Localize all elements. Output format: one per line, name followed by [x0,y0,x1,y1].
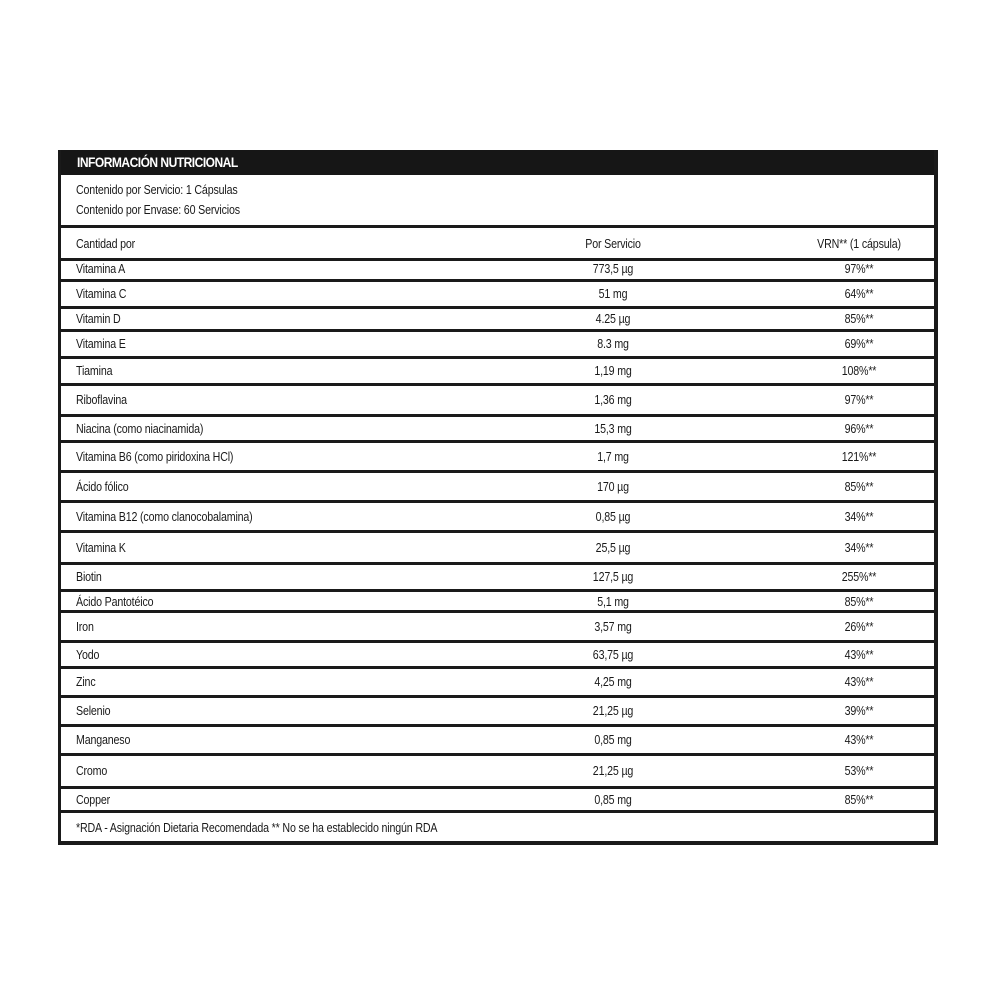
column-header-row [61,228,934,261]
nutrient-name: Copper [76,792,110,807]
nutrient-amount: 21,25 µg [592,703,634,718]
nutrient-amount: 0,85 µg [595,509,631,524]
nutrient-row [61,503,934,533]
nutrient-vrn: 64%** [844,286,874,301]
nutrient-row [61,473,934,503]
nutrient-row [61,727,934,756]
nutrient-vrn: 34%** [844,509,874,524]
servings-per-container: Contenido por Envase: 60 Servicios [76,202,240,217]
nutrient-vrn: 255%** [841,569,877,584]
nutrient-row [61,669,934,698]
nutrient-vrn: 121%** [841,449,877,464]
nutrient-row [61,756,934,789]
nutrient-vrn: 85%** [844,479,874,494]
nutrient-row [61,698,934,727]
nutrient-vrn: 85%** [844,594,874,609]
nutrient-row [61,533,934,565]
nutrient-row [61,386,934,417]
nutrient-row [61,309,934,332]
nutrient-vrn: 85%** [844,311,874,326]
nutrient-row [61,443,934,473]
nutrient-amount: 4.25 µg [595,311,631,326]
nutrient-vrn: 43%** [844,647,874,662]
nutrient-row [61,565,934,592]
nutrient-name: Vitamina E [76,336,126,351]
nutrient-name: Riboflavina [76,392,127,407]
serving-size: Contenido por Servicio: 1 Cápsulas [76,182,238,197]
nutrient-vrn: 53%** [844,763,874,778]
nutrient-amount: 127,5 µg [592,569,634,584]
nutrient-amount: 4,25 mg [594,674,632,689]
nutrient-vrn: 43%** [844,674,874,689]
nutrient-amount: 1,19 mg [594,363,632,378]
nutrient-name: Ácido fólico [76,479,129,494]
nutrient-amount: 25,5 µg [595,540,631,555]
nutrient-row [61,613,934,643]
nutrient-vrn: 39%** [844,703,874,718]
nutrient-name: Cromo [76,763,108,778]
nutrient-amount: 15,3 mg [594,421,632,436]
nutrient-amount: 1,7 mg [597,449,629,464]
column-header-vrn: VRN** (1 cápsula) [817,236,901,251]
nutrient-amount: 5,1 mg [597,594,629,609]
nutrient-name: Tiamina [76,363,113,378]
nutrient-vrn: 96%** [844,421,874,436]
nutrition-facts-panel [58,150,938,845]
nutrient-vrn: 69%** [844,336,874,351]
nutrient-amount: 21,25 µg [592,763,634,778]
nutrient-amount: 1,36 mg [594,392,632,407]
nutrient-amount: 0,85 mg [594,792,632,807]
nutrient-name: Niacina (como niacinamida) [76,421,204,436]
nutrient-vrn: 85%** [844,792,874,807]
nutrient-name: Iron [76,619,94,634]
nutrient-row [61,789,934,813]
nutrient-name: Zinc [76,674,96,689]
nutrient-row [61,258,934,282]
nutrient-name: Vitamin D [76,311,121,326]
serving-info [61,175,934,228]
footnote: *RDA - Asignación Dietaria Recomendada ** No se ha establecido ningún RDA [76,820,438,835]
nutrient-row [61,417,934,443]
nutrient-amount: 0,85 mg [594,732,632,747]
nutrient-amount: 170 µg [597,479,629,494]
nutrient-row [61,592,934,613]
nutrient-vrn: 97%** [844,261,874,276]
nutrient-row [61,359,934,386]
nutrient-row [61,332,934,359]
nutrient-name: Vitamina K [76,540,126,555]
nutrient-name: Vitamina A [76,261,126,276]
nutrient-amount: 63,75 µg [592,647,634,662]
nutrient-row [61,643,934,669]
nutrient-name: Selenio [76,703,111,718]
nutrient-name: Yodo [76,647,100,662]
nutrient-name: Vitamina B6 (como piridoxina HCl) [76,449,234,464]
nutrient-amount: 773,5 µg [592,261,634,276]
title-bar [61,150,934,175]
nutrient-vrn: 26%** [844,619,874,634]
nutrient-amount: 51 mg [598,286,628,301]
footnote-row [61,813,934,841]
nutrient-vrn: 108%** [841,363,877,378]
nutrient-vrn: 97%** [844,392,874,407]
nutrient-amount: 3,57 mg [594,619,632,634]
nutrient-row [61,282,934,309]
column-header-per-serving: Por Servicio [585,236,641,251]
nutrient-name: Manganeso [76,732,131,747]
nutrient-name: Biotin [76,569,102,584]
panel-title: INFORMACIÓN NUTRICIONAL [77,154,238,170]
nutrient-name: Ácido Pantotéico [76,594,154,609]
nutrient-vrn: 34%** [844,540,874,555]
column-header-name: Cantidad por [76,236,136,251]
nutrient-name: Vitamina B12 (como clanocobalamina) [76,509,253,524]
nutrient-amount: 8.3 mg [597,336,629,351]
nutrient-vrn: 43%** [844,732,874,747]
nutrient-name: Vitamina C [76,286,127,301]
